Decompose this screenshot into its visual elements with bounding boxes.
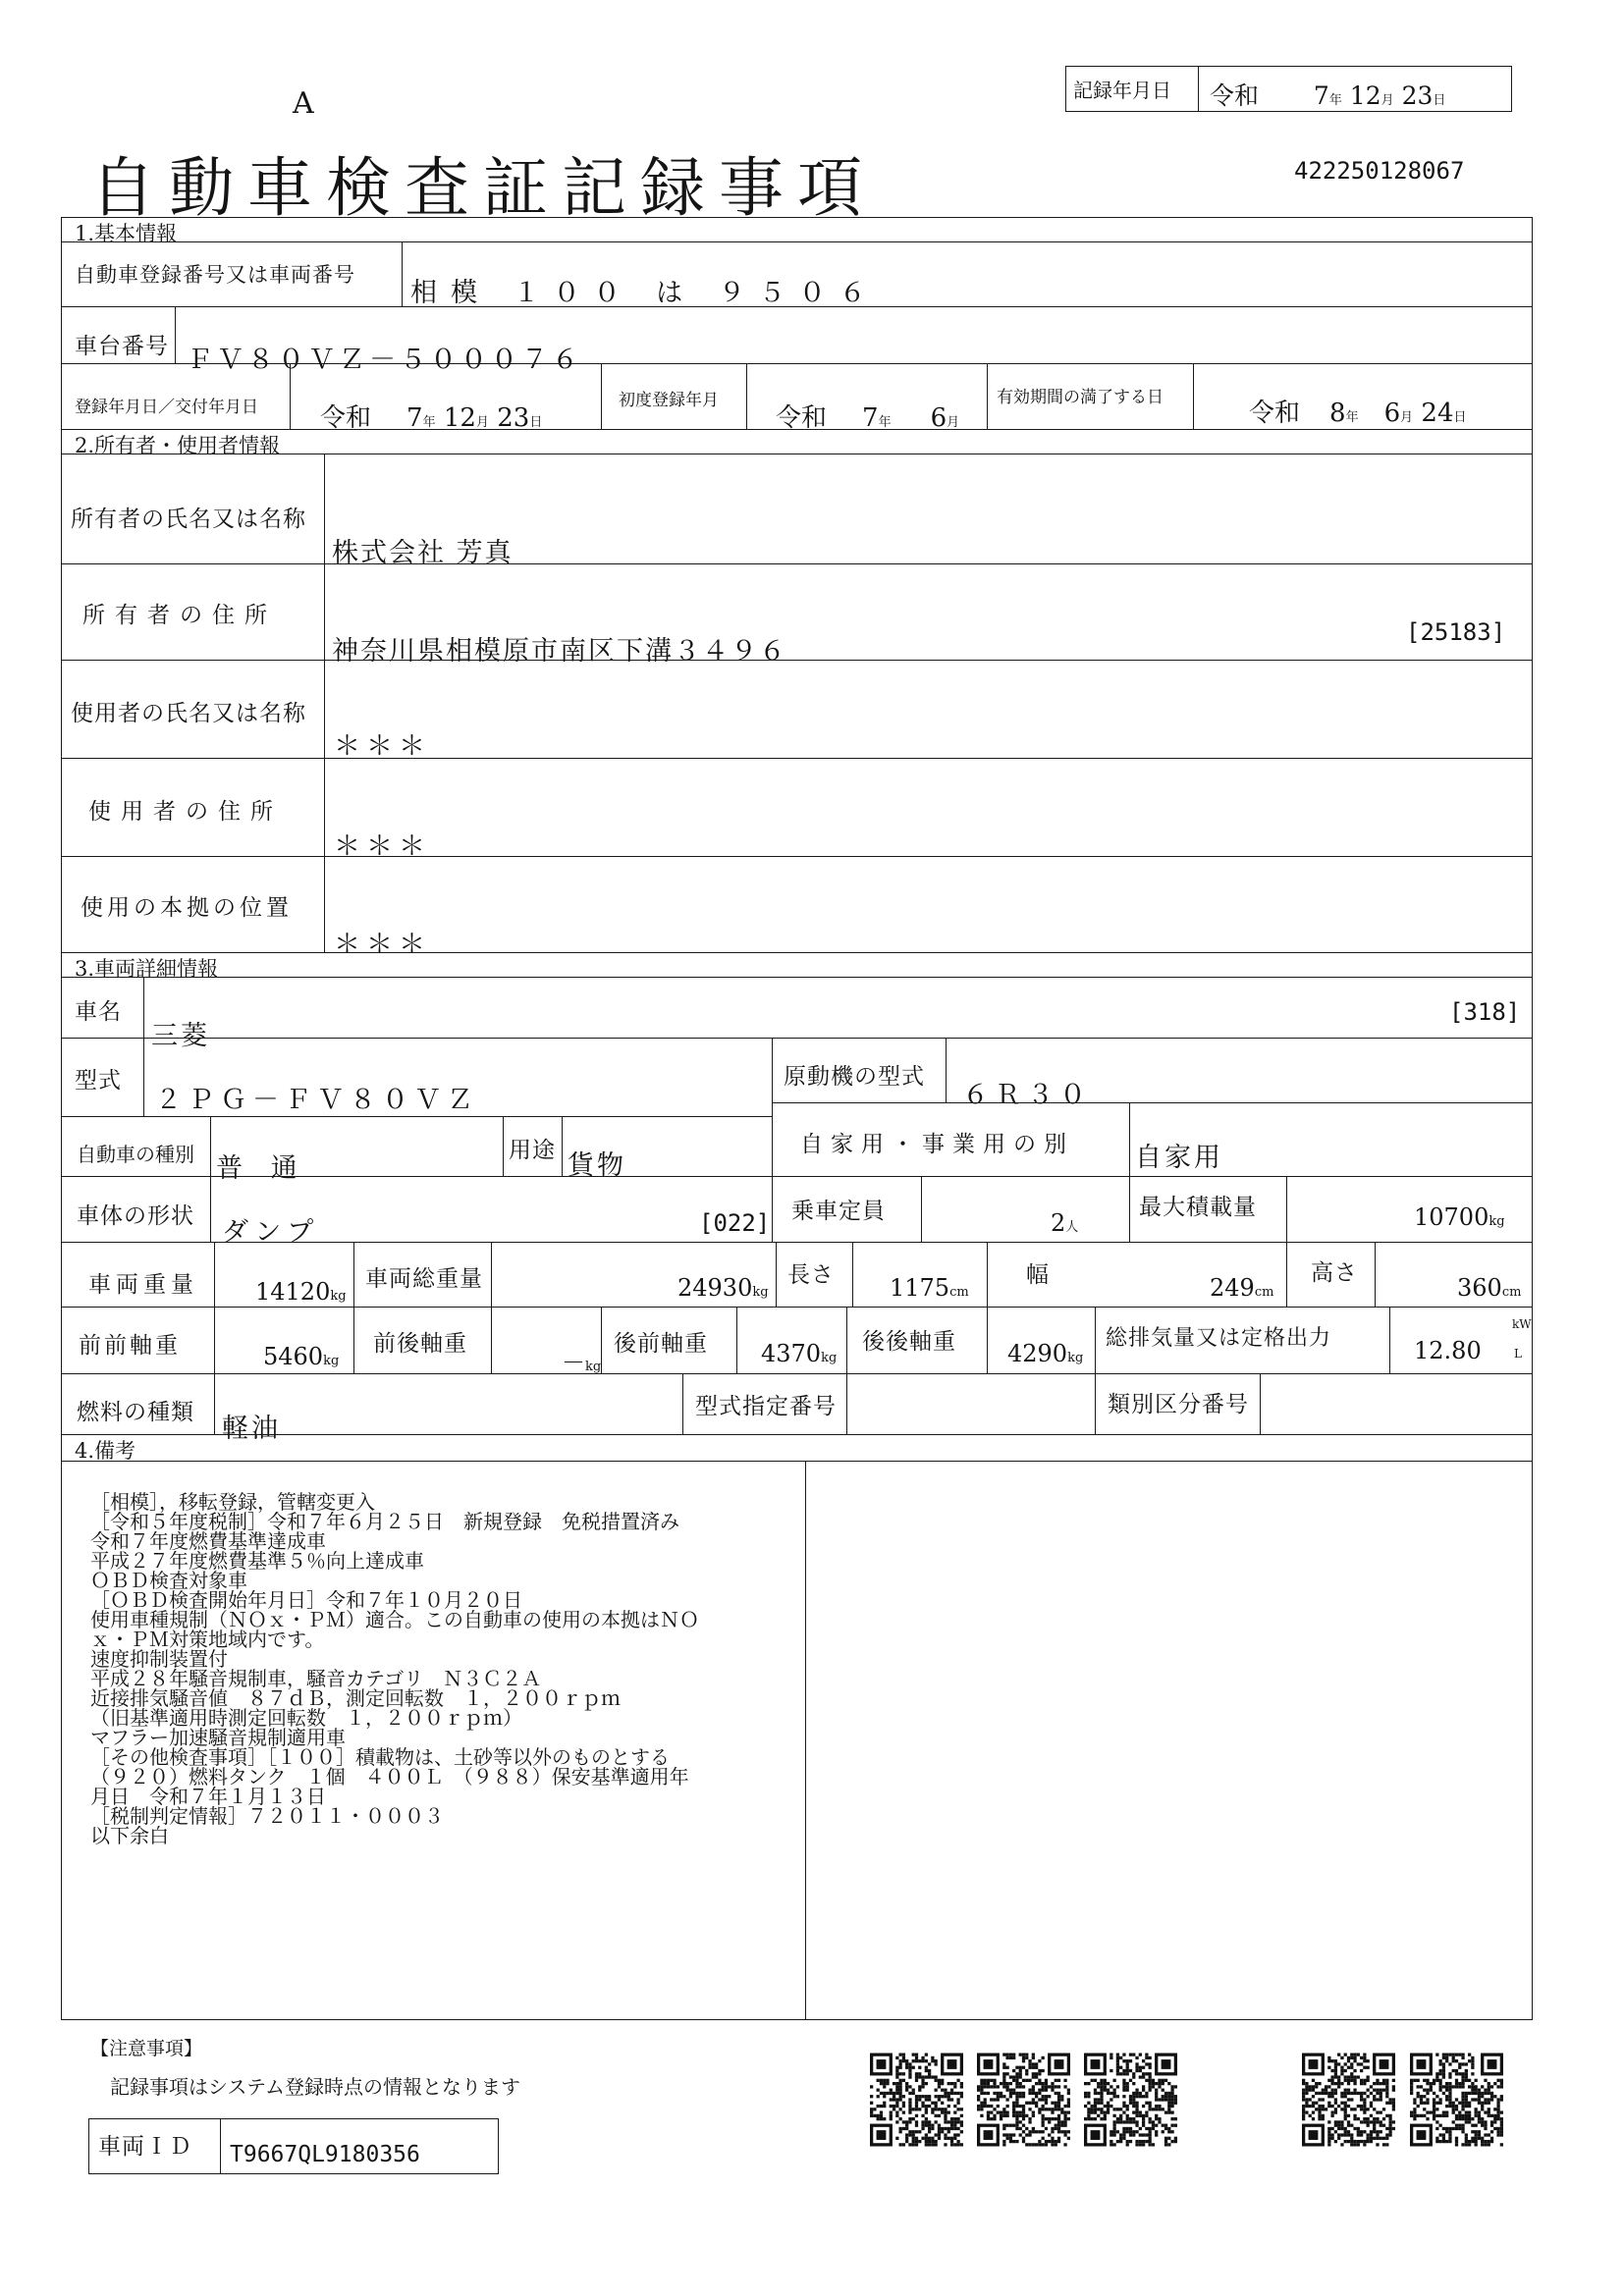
shape-value: ダンプ <box>222 1217 320 1248</box>
displacement-unit-top: kW <box>1512 1317 1532 1331</box>
width-value: 249cm <box>1210 1274 1274 1302</box>
page-title: 自動車検査証記録事項 <box>90 150 876 226</box>
expiry-label: 有効期間の満了する日 <box>997 388 1164 407</box>
qr-code-icon <box>1410 2052 1503 2148</box>
owner-name-label: 所有者の氏名又は名称 <box>71 507 306 532</box>
base-label: 使用の本拠の位置 <box>81 895 293 921</box>
rf-axle-label: 後前軸重 <box>614 1331 708 1357</box>
owner-address-code: [25183] <box>1406 618 1506 646</box>
vehicle-id-label: 車両ＩＤ <box>98 2134 192 2160</box>
rr-axle-label: 後後軸重 <box>862 1329 956 1355</box>
owner-address-label: 所有者の住所 <box>82 603 277 628</box>
qr-code-icon <box>977 2052 1070 2148</box>
owner-address-value: 神奈川県相模原市南区下溝３４９６ <box>332 636 787 667</box>
kind-label: 自動車の種別 <box>77 1143 194 1166</box>
notes-text: 記録事項はシステム登録時点の情報となります <box>110 2075 520 2099</box>
vehicle-id-value: T9667QL9180356 <box>230 2142 420 2167</box>
engine-value: ６Ｒ３０ <box>962 1080 1092 1110</box>
qr-code-icon <box>870 2052 963 2148</box>
section2-heading: 2.所有者・使用者情報 <box>75 434 281 457</box>
fr-axle-label: 前後軸重 <box>373 1331 467 1357</box>
owner-name-value: 株式会社 芳真 <box>332 538 514 568</box>
private-label: 自家用・事業用の別 <box>800 1132 1074 1157</box>
height-value: 360cm <box>1457 1274 1522 1302</box>
shape-code: [022] <box>699 1209 771 1237</box>
reg-date-value: 令和 7年 12月 23日 <box>320 403 543 433</box>
rf-axle-value: 4370kg <box>761 1340 838 1367</box>
first-reg-label: 初度登録年月 <box>619 391 719 410</box>
weight-label: 車両重量 <box>88 1272 198 1298</box>
rr-axle-value: 4290kg <box>1007 1340 1084 1367</box>
private-value: 自家用 <box>1135 1143 1223 1173</box>
user-address-label: 使用者の住所 <box>88 799 283 825</box>
car-name-value: 三菱 <box>151 1021 210 1051</box>
car-name-label: 車名 <box>75 999 122 1025</box>
ff-axle-label: 前前軸重 <box>79 1333 181 1359</box>
use-label: 用途 <box>509 1138 556 1163</box>
reg-number-label: 自動車登録番号又は車両番号 <box>75 263 355 287</box>
reg-number-value: 相模 １００ は ９５０６ <box>410 278 880 308</box>
section1-heading: 1.基本情報 <box>75 222 178 245</box>
capacity-label: 乗車定員 <box>791 1199 886 1224</box>
record-date-label: 記録年月日 <box>1073 79 1171 102</box>
record-date-value: 令和 7年 12月 23日 <box>1210 81 1446 110</box>
model-label: 型式 <box>75 1068 122 1094</box>
length-value: 1175cm <box>890 1274 969 1302</box>
qr-code-icon <box>1302 2052 1395 2148</box>
engine-label: 原動機の型式 <box>784 1064 925 1090</box>
section4-heading: 4.備考 <box>75 1439 136 1463</box>
qr-code-icon <box>1084 2052 1177 2148</box>
kind-value: 普 通 <box>216 1153 307 1184</box>
model-value: ２ＰＧ－ＦＶ８０ＶＺ <box>155 1085 479 1115</box>
car-name-code: [318] <box>1449 998 1521 1026</box>
capacity-value: 2人 <box>1051 1209 1079 1237</box>
form-mark: A <box>293 86 314 121</box>
fr-axle-value: －kg <box>562 1349 602 1376</box>
user-address-value: ＊＊＊ <box>334 831 431 862</box>
max-load-label: 最大積載量 <box>1139 1195 1257 1220</box>
displacement-unit-bottom: L <box>1514 1347 1522 1361</box>
fuel-label: 燃料の種類 <box>77 1400 194 1425</box>
max-load-value: 10700kg <box>1414 1203 1505 1231</box>
remarks-text: ［相模］，移転登録，管轄変更入 ［令和５年度税制］令和７年６月２５日 新規登録 免税措置済み 令和７年度燃費基準達成車 平成２７年度燃費基準５％向上達成車 ＯＢＤ検査対象車 ［ＯＢＤ検査開始年月日］令和７年１０月２０日 使用車種規制（ＮＯｘ・ＰＭ）適合。この自動車の使用の本拠はＮＯ ｘ・ＰＭ対策地域内です。 速度抑制装置付 平成２８年騒音規制車，騒音カテゴリ Ｎ３Ｃ２Ａ 近接排気騒音値 ８７ｄＢ，測定回転数 １，２００ｒｐｍ （旧基準適用時測定回転数 １，２００ｒｐｍ） マフラー加速騒音規制適用車 ［その他検査事項］［１００］積載物は、土砂等以外のものとする （９２０）燃料タンク １個 ４００Ｌ （９８８）保安基準適用年 月日 令和７年１月１３日 ［税制判定情報］７２０１１・０００３ 以下余白 <box>90 1490 699 1847</box>
shape-label: 車体の形状 <box>77 1203 194 1229</box>
chassis-label: 車台番号 <box>75 334 169 359</box>
displacement-label: 総排気量又は定格出力 <box>1106 1326 1332 1351</box>
notes-heading: 【注意事項】 <box>90 2038 203 2059</box>
fuel-value: 軽油 <box>222 1414 281 1444</box>
base-value: ＊＊＊ <box>334 930 431 960</box>
gross-value: 24930kg <box>677 1274 769 1302</box>
reg-date-label: 登録年月日／交付年月日 <box>75 398 258 417</box>
height-label: 高さ <box>1311 1260 1358 1286</box>
category-label: 類別区分番号 <box>1108 1392 1249 1417</box>
user-name-label: 使用者の氏名又は名称 <box>71 701 306 726</box>
chassis-value: ＦＶ８０ＶＺ－５０００７６ <box>187 345 582 375</box>
use-value: 貨物 <box>568 1150 626 1181</box>
ff-axle-value: 5460kg <box>263 1343 340 1370</box>
weight-value: 14120kg <box>255 1278 347 1306</box>
gross-label: 車両総重量 <box>365 1266 483 1292</box>
expiry-value: 令和 8年 6月 24日 <box>1249 399 1467 428</box>
length-label: 長さ <box>787 1262 835 1288</box>
doc-number: 422250128067 <box>1294 157 1465 185</box>
first-reg-value: 令和 7年 6月 <box>776 403 960 433</box>
width-label: 幅 <box>1026 1262 1050 1288</box>
user-name-value: ＊＊＊ <box>334 731 431 762</box>
type-approval-label: 型式指定番号 <box>695 1394 837 1419</box>
section3-heading: 3.車両詳細情報 <box>75 957 219 981</box>
displacement-value: 12.80 <box>1414 1337 1482 1364</box>
